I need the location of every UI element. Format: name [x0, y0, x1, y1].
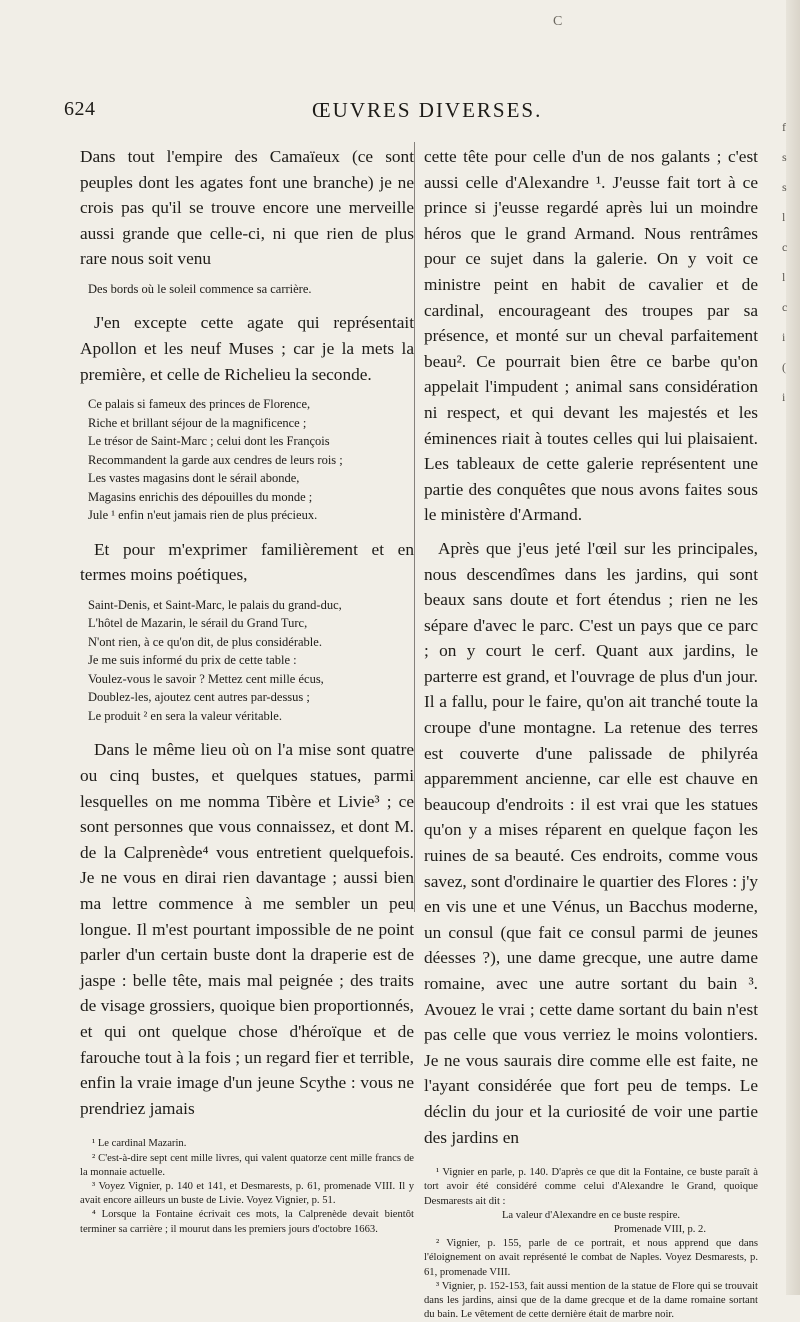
verse-line: Je me suis informé du prix de cette table :	[88, 653, 297, 668]
left-paragraph-2: J'en excepte cette agate qui représentait Apollon et les neuf Muses ; car je la mets la première, et celle de Richelieu la seconde.	[80, 313, 414, 384]
verse-line: Les vastes magasins dont le sérail abonde,	[88, 471, 300, 486]
verse-line: Le trésor de Saint-Marc ; celui dont les François	[88, 434, 330, 449]
margin-fragments	[782, 112, 800, 492]
margin-fragment: f	[782, 120, 786, 134]
verse-block-1	[88, 280, 414, 299]
right-footnotes	[424, 1166, 758, 1322]
margin-fragment: (	[782, 360, 786, 374]
verse-line: Ce palais si fameux des princes de Florence,	[88, 397, 311, 412]
margin-fragment: s	[782, 150, 787, 164]
verse-line: Voulez-vous le savoir ? Mettez cent mille écus,	[88, 671, 324, 686]
verse-line: Jule ¹ enfin n'eut jamais rien de plus précieux.	[88, 508, 318, 523]
page-number: 624	[64, 98, 96, 120]
footnote: ¹ Vignier en parle, p. 140. D'après ce que dit la Fontaine, ce buste paraît à tort avoir été considéré comme celui d'Alexandre le Grand, quoique Desmarests ait dit :	[424, 1167, 758, 1207]
left-footnotes	[80, 1137, 414, 1236]
right-paragraph-1: cette tête pour celle d'un de nos galants ; c'est aussi celle d'Alexandre ¹. J'eusse fait tort à ce prince si j'eusse regardé après lui un moindre héros que le grand Armand. Nous rentrâmes pour ce sujet dans la galerie. On y voit ce ministre peint en habit de cavalier et de cardinal, encourageant des troupes par sa présence, et monté sur un cheval parfaitement beau². Ce pourrait bien être ce barbe qu'on appelait l'impudent ; animal sans considération ni respect, et qui devant les majestés et les éminences riait à toutes celles qui lui plaisaient. Les tableaux de cette galerie représentent une partie des conquêtes que nous avons faites sous le ministère d'Armand.	[424, 147, 758, 525]
footnote-source: Promenade VIII, p. 2.	[613, 1223, 706, 1235]
right-column	[424, 144, 758, 1322]
margin-fragment: s	[782, 180, 787, 194]
footnote: ³ Vignier, p. 152-153, fait aussi mention de la statue de Flore qui se trouvait dans les jardins, ainsi que de la dame grecque et de la dame romaine sortant du bain. Le vêtement de cette dernière était de marbre noir.	[424, 1280, 758, 1321]
left-column	[80, 144, 414, 1237]
running-header	[0, 98, 800, 128]
verse-line: Riche et brillant séjour de la magnificence ;	[88, 415, 307, 430]
verse-line: Des bords où le soleil commence sa carrière.	[88, 281, 312, 296]
footnote: ¹ Le cardinal Mazarin.	[92, 1138, 187, 1150]
margin-fragment: c	[782, 240, 788, 254]
footnote: ⁴ Lorsque la Fontaine écrivait ces mots, la Calprenède devait bientôt terminer sa carrière ; il mourut dans les premiers jours d'octobre 1663.	[80, 1209, 414, 1235]
footnote: ² C'est-à-dire sept cent mille livres, qui valent quatorze cent mille francs de la monnaie actuelle.	[80, 1152, 414, 1178]
footnote: ³ Voyez Vignier, p. 140 et 141, et Desmarests, p. 61, promenade VIII. Il y avait encore ailleurs un buste de Livie. Voyez Vignier, p. 51.	[80, 1180, 414, 1207]
verse-line: Saint-Denis, et Saint-Marc, le palais du grand-duc,	[88, 597, 342, 612]
left-paragraph-3: Et pour m'exprimer familièrement et en termes moins poétiques,	[80, 539, 414, 585]
verse-line: Magasins enrichis des dépouilles du monde ;	[88, 489, 313, 504]
left-paragraph-4: Dans le même lieu où on l'a mise sont quatre ou cinq bustes, et quelques statues, parmi lesquelles on me nomma Tibère et Livie³ ; ce sont personnes que vous connaissez, et dont M. de la Calprenède⁴ vous entretient quelquefois. Je ne vous en dirai rien davantage ; aussi bien ma lettre commence à me sembler un peu longue. Il m'est pourtant impossible de ne point parler d'un certain buste dont la draperie est de jaspe : belle tête, mais mal peignée ; des traits de visage grossiers, quoique bien proportionnés, et qui ont quelque chose d'héroïque et de farouche tout à la fois ; un regard fier et terrible, enfin la vraie image d'un jeune Scythe : vous ne prendriez jamais	[80, 740, 414, 1118]
margin-fragment: i	[782, 330, 786, 344]
margin-fragment: l	[782, 210, 786, 224]
corner-mark: C	[553, 14, 563, 29]
column-divider	[414, 142, 415, 912]
margin-fragment: l	[782, 270, 786, 284]
running-title: ŒUVRES DIVERSES.	[312, 98, 543, 122]
verse-line: L'hôtel de Mazarin, le sérail du Grand Turc,	[88, 616, 308, 631]
verse-line: Le produit ² en sera la valeur véritable.	[88, 708, 282, 723]
footnote: ² Vignier, p. 155, parle de ce portrait, et nous apprend que dans l'éloignement on avait représenté le combat de Naples. Voyez Desmarests, p. 61, promenade VIII.	[424, 1238, 758, 1278]
verse-block-2	[88, 395, 414, 525]
verse-block-3	[88, 596, 414, 726]
margin-fragment: c	[782, 300, 788, 314]
verse-line: Doublez-les, ajoutez cent autres par-dessus ;	[88, 690, 310, 705]
verse-line: N'ont rien, à ce qu'on dit, de plus considérable.	[88, 634, 322, 649]
footnote-quote: La valeur d'Alexandre en ce buste respire.	[501, 1209, 681, 1221]
margin-fragment: i	[782, 390, 786, 404]
verse-line: Recommandent la garde aux cendres de leurs rois ;	[88, 452, 343, 467]
left-paragraph-1: Dans tout l'empire des Camaïeux (ce sont peuples dont les agates font une branche) je ne crois pas qu'il se trouve encore une merveille aussi grande que celle-ci, ni que rien de plus rare nous soit venu	[80, 147, 414, 269]
right-paragraph-2: Après que j'eus jeté l'œil sur les principales, nous descendîmes dans les jardins, qui sont beaux sans doute et fort étendus ; rien ne les sépare d'avec le parc. C'est un pays que ce parc ; on y court le cerf. Quant aux jardins, le parterre est grand, et l'ouvrage de plus d'un jour. Il a fallu, pour le faire, qu'on ait tranché toute la croupe d'une montagne. La retenue des terres est couverte d'une palissade de philyréa apparemment ancienne, car elle est chauve en beaucoup d'endroits : il est vrai que les statues qu'on y a mises réparent en quelque façon les ruines de sa beauté. Ces endroits, comme vous savez, sont d'ordinaire le quartier des Flores : j'y en vis une et une Vénus, un Bacchus moderne, un consul (que fait ce consul parmi de jeunes déesses ?), une dame grecque, une autre dame romaine, avec une autre sortant du bain ³. Avouez le vrai ; cette dame sortant du bain n'est pas celle que vous verriez le moins volontiers. Je ne vous saurais dire comme elle est faite, ne l'ayant considérée que fort peu de temps. Le déclin du jour et la curiosité de voir une partie des jardins en	[424, 538, 758, 1147]
